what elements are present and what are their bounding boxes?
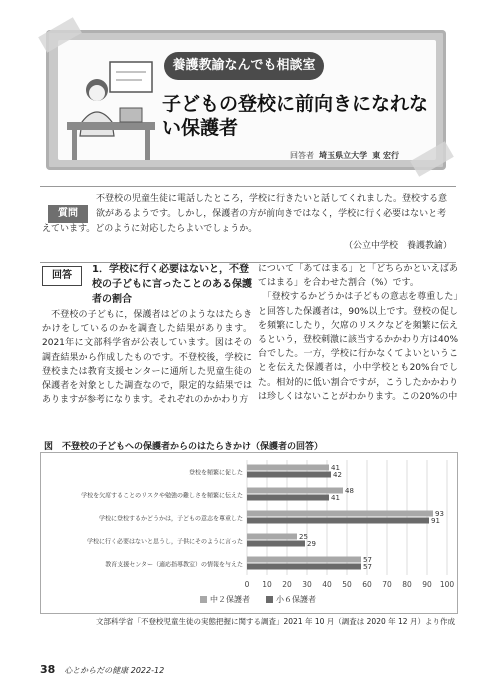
legend-label: 中２保護者 (210, 595, 250, 604)
data-label: 29 (307, 540, 316, 548)
question-signature: （公立中学校 養護教諭） (343, 241, 452, 251)
answerer-affiliation: 埼玉県立大学 (319, 151, 368, 160)
figure-title: 図 不登校の子どもへの保護者からのはたらきかけ（保護者の回答） (44, 442, 324, 452)
bar (247, 495, 329, 501)
x-tick-label: 80 (402, 580, 412, 589)
x-tick-label: 50 (342, 580, 352, 589)
bar-chart (40, 452, 458, 614)
x-tick-label: 100 (439, 580, 455, 589)
data-label: 57 (363, 556, 372, 564)
answerer-name: 東 宏行 (372, 151, 399, 160)
x-tick-label: 60 (362, 580, 372, 589)
data-label: 42 (333, 471, 342, 479)
category-label: 学校に行く必要はないと思うし，子供にそのように言った (86, 538, 243, 546)
bar (247, 472, 331, 478)
series-title-badge: 養護教諭なんでも相談室 (164, 52, 324, 80)
answer-column-1: 不登校の子どもに，保護者はどのようなはたらきかけをしているのかを調査した結果があります。2021年に文部科学省が公表しています。図はその調査結果から作成したものです。不登校後，学校に登校または教育支援センターに通所した児童生徒の保護者を対象とした調査なので，限定的な結果ではありますが参考になります。それぞれのかかわり方 (42, 310, 252, 406)
data-label: 93 (435, 510, 444, 518)
category-label: 学校を欠席することのリスクや勉強の難しさを頻繁に伝えた (81, 492, 243, 500)
bar (247, 564, 361, 570)
data-label: 57 (363, 563, 372, 571)
data-label: 41 (331, 494, 340, 502)
question-text: 不登校の児童生徒に電話したところ，学校に行きたいと話してくれました。登校する意欲があるようです。しかし，保護者の方が前向きではなく，学校に行く必要はないと考 (96, 194, 448, 219)
question-label: 質問 (48, 205, 88, 223)
x-tick-label: 90 (422, 580, 432, 589)
data-label: 25 (299, 533, 308, 541)
article-title: 子どもの登校に前向きになれない保護者 (162, 93, 429, 139)
x-tick-label: 30 (302, 580, 312, 589)
answerer-prefix: 回答者 (290, 151, 314, 160)
nurse-illustration-icon (62, 52, 157, 162)
bar (247, 511, 433, 517)
bar (247, 465, 329, 471)
x-tick-label: 10 (262, 580, 272, 589)
bar (247, 518, 429, 524)
x-tick-label: 20 (282, 580, 292, 589)
data-label: 41 (331, 464, 340, 472)
category-label: 登校を頻繁に促した (188, 469, 243, 477)
divider (40, 186, 456, 187)
publication-name: 心とからだの健康 2022-12 (64, 666, 165, 675)
bar (247, 541, 305, 547)
legend-swatch (266, 596, 273, 603)
figure-source: 文部科学省「不登校児童生徒の実態把握に関する調査」2021 年 10 月（調査は 2020 年 12 月）より作成 (96, 617, 455, 626)
legend-label: 小６保護者 (276, 595, 316, 604)
bar (247, 534, 297, 540)
answer-column-2: について「あてはまる」と「どちらかといえばあてはまる」を合わせた割合（%）です。 「登校するかどうかは子どもの意志を尊重した」と回答した保護者は，90%以上です。登校の促しを頻繁にしたり，欠席のリスクなどを頻繁に伝えるという，登校刺激に該当するかかわり方は40%台でした。一方，学校に行かなくてよいということを伝えた保護者は，小中学校とも20%台でした。相対的に低い割合ですが，こうしたかかわりは珍しくはないことがわかります。この20%の中 (258, 264, 459, 402)
question-text-continued: えています。どのように対応したらよいでしょうか。 (42, 224, 258, 234)
answer-label: 回答 (42, 266, 82, 286)
x-tick-label: 0 (244, 580, 250, 589)
legend-swatch (200, 596, 207, 603)
category-label: 教育支援センター（適応指導教室）の情報を与えた (105, 561, 243, 569)
x-tick-label: 40 (322, 580, 332, 589)
data-label: 48 (345, 487, 354, 495)
answerer-credit (290, 150, 399, 161)
bar (247, 557, 361, 563)
category-label: 学校に登校するかどうかは，子どもの意志を尊重した (98, 515, 243, 523)
bar (247, 488, 343, 494)
page-footer (40, 663, 164, 676)
page-number: 38 (40, 663, 56, 676)
x-tick-label: 70 (382, 580, 392, 589)
data-label: 91 (431, 517, 440, 525)
answer-heading: 1．学校に行く必要はないと，不登校の子どもに言ったことのある保護者の割合 (92, 264, 252, 305)
